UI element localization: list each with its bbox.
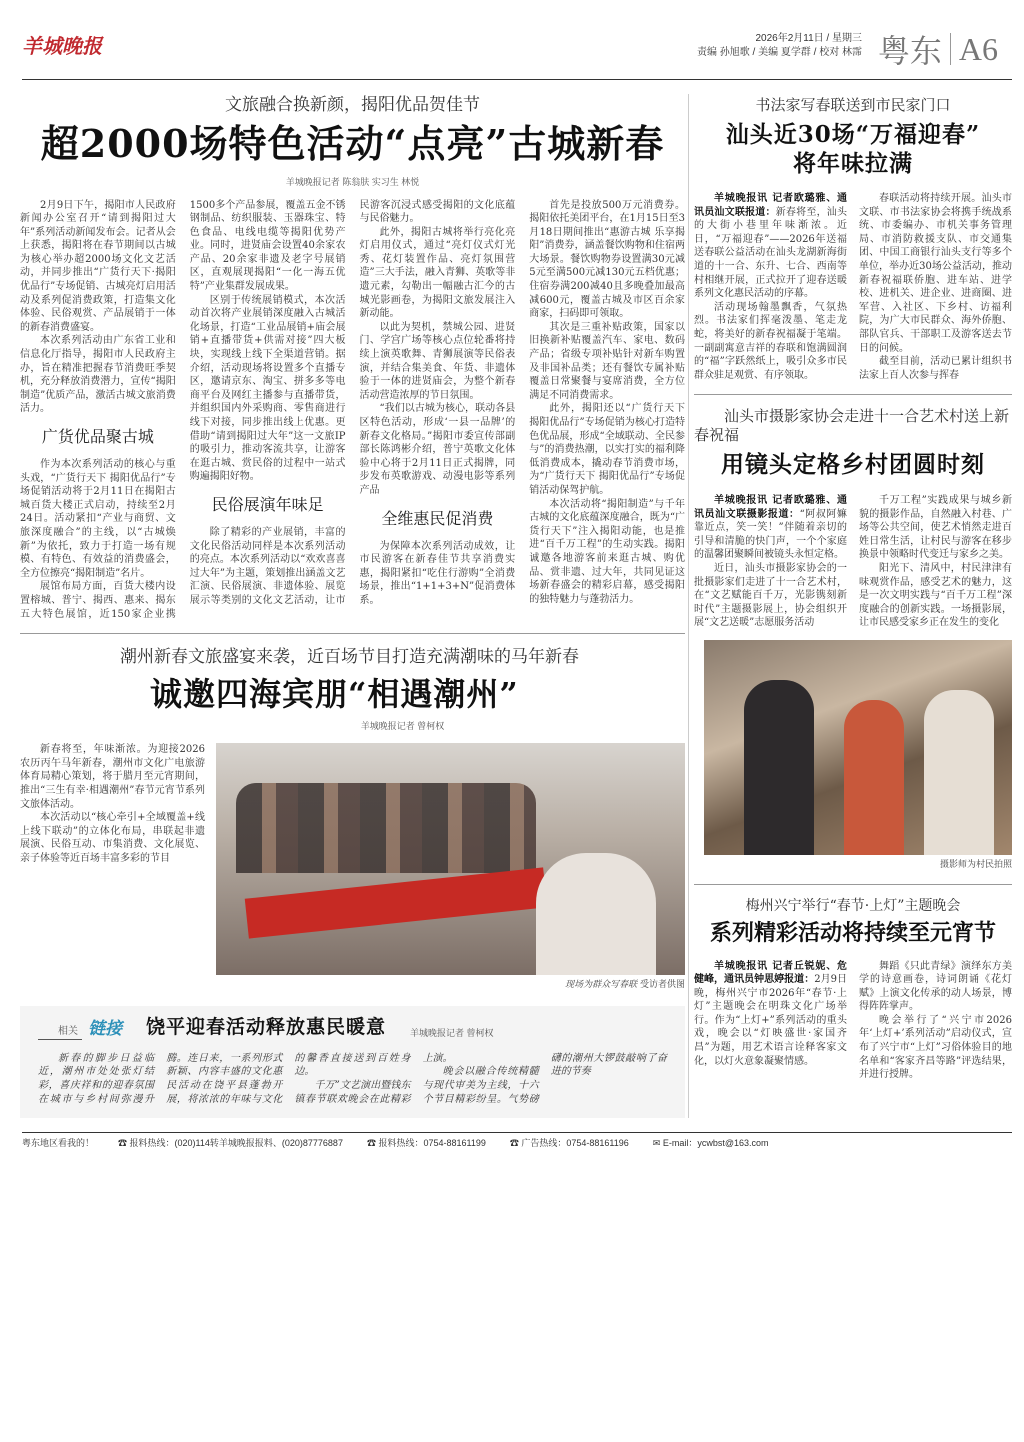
- phone-icon: ☎: [366, 1138, 379, 1149]
- related-byline: 羊城晚报记者 曾柯权: [410, 1027, 494, 1038]
- article-body: [20, 743, 205, 992]
- related-header: [38, 1016, 667, 1040]
- article-meizhou: [694, 897, 1012, 1082]
- issue-date: 2026年2月11日 / 星期三: [755, 33, 862, 44]
- article-headline: 超2000场特色活动“点亮”古城新春: [40, 121, 665, 166]
- newspaper-logo: 羊城晚报: [22, 36, 102, 58]
- paragraph: 为保障本次系列活动成效，让市民游客在新春佳节共享消费实惠，揭阳紧扣“吃住行游购”全消费场景，推出“1+1+3+N”促消费体系。: [359, 540, 516, 606]
- section-name: 粤东: [877, 33, 942, 69]
- hotline-text: 广告热线：0754-88161196: [521, 1138, 629, 1149]
- paragraph: 截至目前，活动已累计组织书法家上百人次参与挥春: [859, 356, 1012, 381]
- page-number: A6: [958, 30, 998, 67]
- photo-calligraphy-scene: [216, 743, 685, 975]
- article-lead: 羊城晚报讯 记者欧璐雅、通讯员汕文联报道：: [694, 193, 847, 218]
- article-body: [694, 960, 1012, 1082]
- paragraph: [694, 960, 847, 1069]
- paragraph: 作为本次系列活动的核心与重头戏，“广货行天下 揭阳优品行”专场促销活动将于2月11日在揭阳古城百货大楼正式启动，持续至2月24日。活动紧扣“产业与商贸、文旅深度融合”的主线，以“古城焕新”为依托，致力于打造一场有规模、有特色、有效益的消费盛会，全方位擦亮“揭阳制造”名片。: [20, 459, 176, 579]
- article-rule: [694, 394, 1012, 395]
- article-byline: 羊城晚报记者 曾柯权: [360, 721, 445, 732]
- photo-credit: 受访者供图: [639, 980, 685, 991]
- right-column: [694, 94, 1012, 1118]
- photo-caption: 摄影师为村民拍照: [939, 860, 1012, 870]
- footer-hotline: [367, 1137, 486, 1150]
- hotline-text: 报料热线：0754-88161199: [378, 1138, 486, 1149]
- footer-email[interactable]: [653, 1137, 769, 1150]
- article-rule: [20, 633, 685, 634]
- paragraph: 其次是三重补贴政策，国家以旧换新补贴覆盖汽车、家电、数码产品；省级专项补贴针对新车购置及非国补品类；还有餐饮专属补贴覆盖日常聚餐与宴席消费，全方位满足不同消费需求。: [529, 321, 685, 401]
- paragraph: 区别于传统展销模式，本次活动首次将产业展销深度融入古城活化场景，打造“工业品展销+庙会展销+直播带货+供需对接”四大板块，实现线上线下全渠道营销。据介绍，活动现场将设置多个直播专区，邀请京东、淘宝、拼多多等电商平台及网红主播参与直播带货，并组织国内外采购商、零售商进行线下对接，同步推出线上优惠。更借助“请到揭阳过大年”这一文旅IP的吸引力，推动客流共享，让游客在逛古城、赏民俗的过程中一站式购遍揭阳好物。: [189, 294, 346, 483]
- column-divider: [688, 94, 689, 1118]
- page-columns: [0, 80, 1024, 1118]
- issue-meta: [562, 32, 862, 60]
- article-chaozhou: [20, 646, 685, 992]
- article-lead: 羊城晚报讯 记者丘锐妮、危健峰，通讯员钟思婷报道：: [694, 960, 847, 986]
- paragraph: 阳光下、清风中，村民津津有味观赏作品，感受艺术的魅力，这是一次文明实践与“百千万工程”深度融合的创新实践。一场摄影展，让市民感受家乡正在发生的变化: [859, 563, 1012, 629]
- paragraph-text: 2月9日晚，梅州兴宁市2026年“春节·上灯”主题晚会在明珠文化广场举行。作为“上灯+”系列活动的重头戏，晚会以“灯映盛世·家国齐昌”为题，用艺术语言诠释客家文化，以灯火意象凝聚情感。: [694, 974, 847, 1067]
- paragraph-text: “阿叔阿嫲靠近点，笑一笑！”伴随着亲切的引导和清脆的快门声，一个个家庭的温馨团聚瞬间被镜头永恒定格。: [694, 508, 847, 561]
- footer: [22, 1132, 1012, 1150]
- footer-hotline: [118, 1137, 343, 1150]
- related-tag-big: 链接: [88, 1018, 122, 1038]
- left-column: [20, 94, 685, 1118]
- paragraph: 此外，揭阳还以“广货行天下 揭阳优品行”专场促销为核心打造特色优品展，形成“全域联动、全民参与”的消费热潮，以实打实的福利降低消费成本，撬动春节消费市场，为“广货行天下 揭阳优品行”专场促销活动保驾护航。: [529, 403, 685, 496]
- photo-caption: [216, 979, 685, 992]
- headline-line: 汕头近30场“万福迎春”: [725, 121, 981, 148]
- footer-ad-hotline: [510, 1137, 629, 1150]
- photo-block: [216, 743, 685, 992]
- footer-slogan: 粤东地区看我的！: [22, 1138, 95, 1149]
- section-label: [878, 26, 998, 72]
- paragraph: 近日，汕头市摄影家协会的一批摄影家们走进了十一合艺术村，在“文艺赋能百千万，光影镌刻新时代”主题摄影展上，协会组织开展“文艺送暖”志愿服务活动: [694, 563, 847, 629]
- paragraph: 新春的脚步日益临近，潮州市处处张灯结彩，喜庆祥和的迎春氛围在城市与乡村间弥漫升腾。连日来，一系列形式新颖、内容丰盛的文化惠民活动在饶平县蓬勃开展，将浓浓的年味与文化的馨香直接送到百姓身边。: [38, 1052, 411, 1105]
- related-box: [20, 1006, 685, 1118]
- headline-line: 将年味拉满: [793, 150, 913, 177]
- related-tag-small: 相关: [38, 1025, 82, 1040]
- masthead: [22, 0, 1012, 80]
- paragraph-text: 新春将至，汕头的大街小巷里年味渐浓。近日，“万福迎春”——2026年送福送春联公益活动在汕头龙湖新海街道的十一合、东升、七合、西南等村相继开展，正式拉开了迎春送暖系列文化惠民活动的序幕。: [694, 206, 848, 300]
- photo-figure: [844, 700, 904, 855]
- paragraph: 以此为契机，禁城公园、进贤门、学宫广场等核心点位轮番将持续上演英歌舞、青狮展演等民俗表演，并结合集美食、年货、非遗体验于一体的进贤庙会，为整个新春活动营造浓厚的节日氛围。: [359, 321, 516, 401]
- article-kicker: 文旅融合换新颜，揭阳优品贺佳节: [225, 95, 480, 115]
- article-chaozhou-content: [20, 743, 685, 992]
- article-headline: [694, 120, 1012, 178]
- paragraph: 本次活动将“揭阳制造”与千年古城的文化底蕴深度融合，既为“广货行天下”注入揭阳动能，也是推进“百千万工程”的生动实践。揭阳诚邀各地游客前来逛古城、购优品、赏非遗、过大年，共同见证这场新春盛会的精彩启幕，感受揭阳的独特魅力与蓬勃活力。: [529, 498, 685, 605]
- article-jieyang: [20, 94, 685, 621]
- article-body: [694, 494, 1012, 630]
- paragraph: 此外，揭阳古城将举行亮化亮灯启用仪式，通过“亮灯仪式灯光秀、花灯装置作品、亮灯氛围营造”三大手法，融入青狮、英歌等非遗元素，勾勒出一幅融古汇今的古城光影画卷，为揭阳文旅发展注入新动能。: [359, 226, 516, 320]
- caption-text: 现场为群众写春联: [565, 980, 638, 991]
- article-kicker: 书法家写春联送到市民家门口: [755, 96, 951, 114]
- paragraph: 2月9日下午，揭阳市人民政府新闻办公室召开“请到揭阳过大年”系列活动新闻发布会。记者从会上获悉，揭阳将在春节期间以古城为核心举办超2000场文化文艺活动，并同步推出“广货行天下·揭阳优品行”专场促销、古城亮灯启用活动及系列促消费政策，打造集文化体验、民俗观赏、产品展销于一体的新春消费盛宴。: [20, 199, 176, 333]
- paragraph: “我们以古城为核心，联动各县区特色活动，形成‘一县一品牌’的新春文化格局。”揭阳市委宣传部副部长陈鸿彬介绍，普宁英歌文化体验中心将于2月11日正式揭牌，同步发布英歌游戏、动漫电影等系列产品: [359, 403, 516, 496]
- related-headline: 饶平迎春活动释放惠民暖意: [146, 1016, 387, 1039]
- subheading: 民俗展演年味足: [211, 496, 324, 514]
- article-shantou: [694, 94, 1012, 382]
- paragraph: 首先是投放500万元消费券。揭阳依托美团平台，在1月15日至3月18日期间推出“惠游古城 乐享揭阳”消费券，涵盖餐饮购物和住宿两大场景。餐饮购物券设置满30元减5元至满500元减130元五档优惠；住宿券满200减40且多晚叠加最高减600元，覆盖古城及市区百余家商家，扫码即可领取。: [529, 199, 685, 320]
- phone-icon: ☎: [118, 1138, 130, 1149]
- article-chaozhou-header: [20, 646, 685, 733]
- photo-calligrapher: [536, 853, 656, 975]
- photo-crowd: [236, 783, 536, 873]
- hotline-text: 报料热线：(020)114转羊城晚报报料、(020)87776887: [129, 1138, 343, 1149]
- article-photography: [694, 407, 1012, 872]
- subheading: 广货优品聚古城: [41, 429, 154, 446]
- article-body: [694, 192, 1012, 382]
- paragraph: [694, 192, 847, 301]
- paragraph: [694, 494, 847, 562]
- paragraph: 春联活动将持续开展。汕头市文联、市书法家协会将携手统战系统、市委编办、市机关事务管理局、市消防救援支队、市交通集团、中国工商银行汕头支行等多个单位，举办近30场公益活动，推动新春祝福联侨胞、进车站、进学校、进机关、进企业、进商圈、进军营、入社区、下乡村、访福利院，为广大市民群众、海外侨胞、部队官兵、干部职工及游客送去节日的问候。: [859, 193, 1012, 354]
- article-headline: 系列精彩活动将持续至元宵节: [709, 920, 996, 946]
- paragraph: 展馆布局方面，百货大楼内设置榕城、普宁、揭西、惠来、揭东五大特色展馆，近150家企业携1500多个产品参展，覆盖五金不锈钢制品、纺织服装、玉器珠宝、特色食品、电线电缆等揭阳优势产业。同时，进贤庙会设置40余家农产品、20余家非遗及老字号展销区，直观展现揭阳“一化一海五优特”产业集群发展成果。: [20, 199, 346, 620]
- paragraph: 除了精彩的产业展销，丰富的文化民俗活动同样是本次系列活动的亮点。本次系列活动以“欢欢喜喜过大年”为主题，策划推出涵盖文艺汇演、民俗展演、非遗体验、展览展示等类别的文化文艺活动，让市民游客沉浸式感受揭阳的文化底蕴与民俗魅力。: [189, 199, 516, 606]
- phone-icon: ☎: [509, 1138, 522, 1149]
- related-body: [38, 1052, 667, 1106]
- paragraph: 千万工程”实践成果与城乡新貌的摄影作品，自然融入村巷、广场等公共空间，使艺术悄然走进百姓日常生活，让村民与游客在移步换景中领略时代变迁与家乡之美。: [859, 495, 1012, 561]
- paragraph: 活动现场翰墨飘香，气氛热烈。书法家们挥毫泼墨、笔走龙蛇，将美好的新春祝福凝于笔端。一副副寓意吉祥的春联和饱满圆润的“福”字跃然纸上，吸引众多市民群众驻足观赏、有序领取。: [694, 301, 847, 381]
- photo-red-couplet: [245, 868, 548, 939]
- photo-figure: [924, 690, 994, 855]
- paragraph: 千万”文艺演出暨钱东镇春节联欢晚会在此精彩上演。: [294, 1052, 453, 1105]
- article-rule: [694, 884, 1012, 885]
- article-lead: 羊城晚报讯 记者欧璐雅、通讯员汕文联摄影报道：: [694, 495, 847, 520]
- paragraph: 晚会举行了“兴宁市2026年‘上灯+’系列活动”启动仪式，宣布了兴宁市“上灯”习俗体验目的地名单和“客家齐昌等路”评选结果，并进行授牌。: [859, 1014, 1012, 1081]
- divider: [950, 33, 951, 65]
- editor-credits: 责编 孙旭歌 / 美编 夏学群 / 校对 林霈: [696, 47, 862, 58]
- paragraph: 舞蹈《只此青绿》演绎东方美学的诗意画卷，诗词朗诵《花灯赋》上演文化传承的动人场景，博得阵阵掌声。: [859, 960, 1012, 1013]
- subheading: 全维惠民促消费: [381, 510, 494, 528]
- article-kicker: 梅州兴宁举行“春节·上灯”主题晚会: [745, 898, 961, 914]
- article-kicker: 潮州新春文旅盛宴来袭，近百场节目打造充满潮味的马年新春: [120, 647, 579, 668]
- article-body: [20, 199, 685, 622]
- paragraph: 本次活动以“核心牵引+全域覆盖+线上线下联动”的立体化布局，串联起非遗展演、民俗互动、市集消费、文化展览、亲子体验等近百场丰富多彩的节目: [20, 812, 205, 864]
- article-headline: 用镜头定格乡村团圆时刻: [721, 451, 985, 479]
- email-text: E-mail：ycwbst@163.com: [662, 1138, 769, 1149]
- email-icon: ✉: [652, 1138, 663, 1149]
- paragraph: 晚会以融合传统精髓与现代审美为主线，十六个节目精彩纷呈。气势磅礴的潮州大锣鼓敲响了奋进的节奏: [422, 1052, 667, 1105]
- article-byline: 羊城晚报记者 陈翁肤 实习生 林悦: [285, 176, 420, 187]
- photo-figure: [744, 680, 814, 855]
- paragraph: 本次系列活动由广东省工业和信息化厅指导，揭阳市人民政府主办，旨在精准把握春节消费旺季契机，充分释放消费潜力，宣传“揭阳制造”优质产品，激活古城文旅消费活力。: [20, 335, 176, 415]
- photo-photographer-with-villagers: [704, 640, 1012, 855]
- paragraph: 新春将至，年味渐浓。为迎接2026农历丙午马年新春，潮州市文化广电旅游体育局精心策划，将于腊月至元宵期间，推出“三生有幸·相遇潮州”春节元宵节系列文旅体活动。: [20, 744, 205, 810]
- article-headline: 诚邀四海宾朋“相遇潮州”: [150, 675, 519, 714]
- article-kicker: 汕头市摄影家协会走进十一合艺术村送上新春祝福: [694, 407, 1010, 445]
- related-tag: [38, 1018, 122, 1040]
